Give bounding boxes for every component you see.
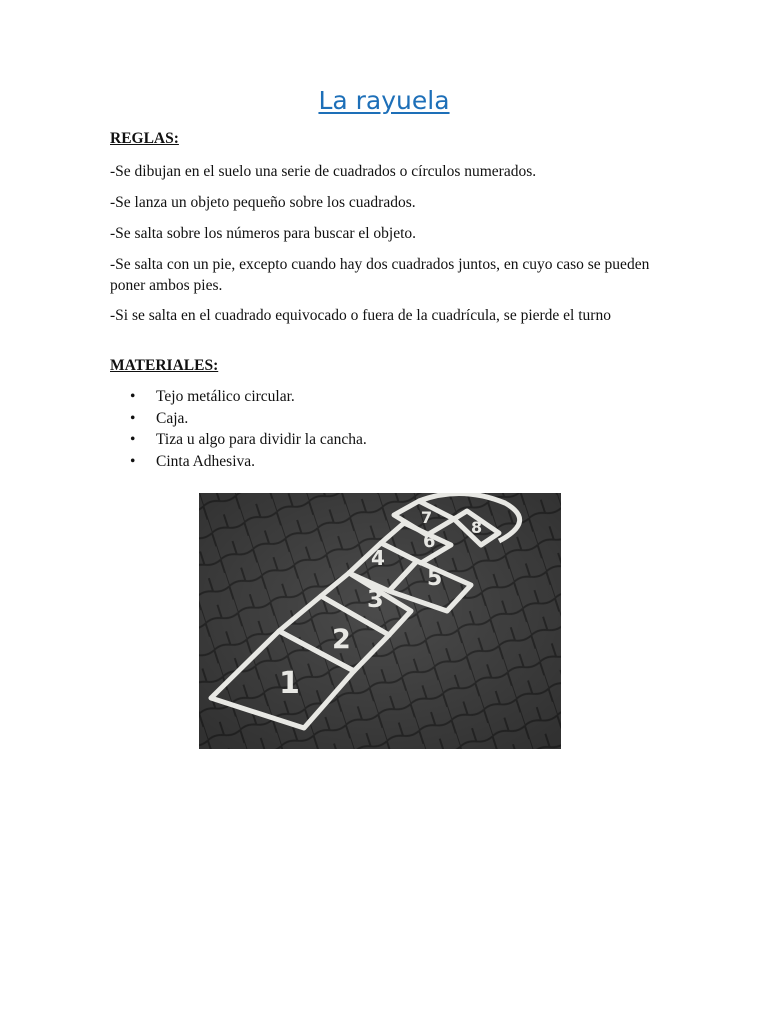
rule-1: -Se dibujan en el suelo una serie de cuadrados o círculos numerados. <box>110 163 537 180</box>
number-7: 7 <box>421 508 433 527</box>
bullet-icon: • <box>130 388 136 405</box>
list-item <box>110 386 367 408</box>
hopscotch-image <box>199 493 561 749</box>
rule-4: -Se salta con un pie, excepto cuando hay dos cuadrados juntos, en cuyo caso se pueden poner ambos pies. <box>110 256 650 294</box>
number-4: 4 <box>371 546 385 570</box>
document-title: La rayuela <box>318 86 450 115</box>
rule-2: -Se lanza un objeto pequeño sobre los cuadrados. <box>110 194 416 211</box>
number-1: 1 <box>279 666 300 701</box>
materials-heading: MATERIALES: <box>110 357 219 374</box>
material-label: Tiza u algo para dividir la cancha. <box>156 431 367 448</box>
number-6: 6 <box>423 531 436 552</box>
number-3: 3 <box>367 585 384 613</box>
rules-heading: REGLAS: <box>110 130 179 147</box>
materials-list <box>110 386 367 472</box>
number-5: 5 <box>427 566 443 591</box>
material-label: Tejo metálico circular. <box>156 388 295 405</box>
material-label: Caja. <box>156 409 189 427</box>
number-2: 2 <box>332 624 351 655</box>
list-item <box>110 451 367 473</box>
bullet-icon: • <box>130 409 136 427</box>
hopscotch-photo <box>199 493 561 749</box>
bullet-icon: • <box>130 452 136 470</box>
rule-3: -Se salta sobre los números para buscar el objeto. <box>110 225 417 242</box>
material-label: Cinta Adhesiva. <box>156 452 256 470</box>
bullet-icon: • <box>130 431 136 448</box>
rule-5: -Si se salta en el cuadrado equivocado o fuera de la cuadrícula, se pierde el turno <box>110 307 611 324</box>
list-item <box>110 408 367 430</box>
list-item <box>110 429 367 451</box>
number-8: 8 <box>471 518 483 537</box>
